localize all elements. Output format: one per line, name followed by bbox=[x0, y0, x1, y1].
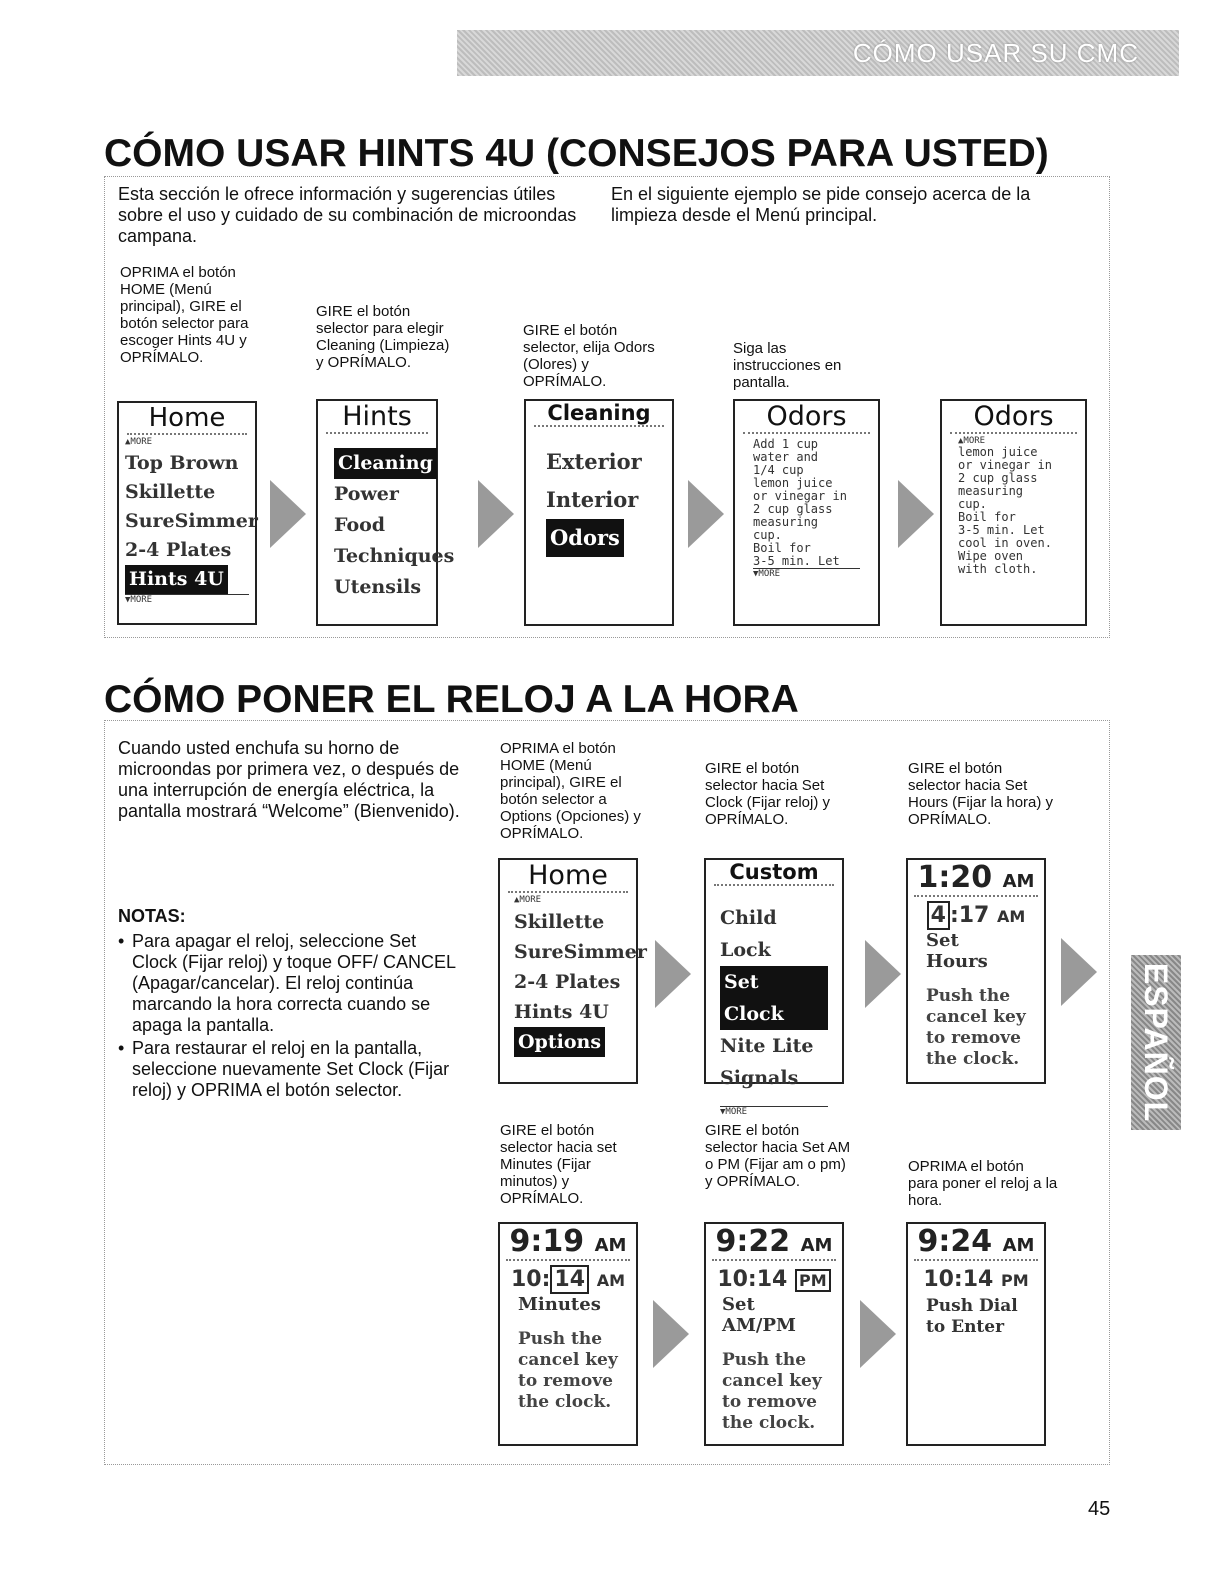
message-line: the clock. bbox=[722, 1413, 816, 1433]
more-down-label: ▼MORE bbox=[125, 594, 249, 605]
clock-time-display bbox=[712, 1224, 836, 1261]
screen-title: Home bbox=[508, 860, 628, 893]
hints-step-1: OPRIMA el botón HOME (Menú principal), GIRE el botón selector para escoger Hints 4U y OPRÍMALO. bbox=[120, 264, 249, 366]
clock-screen-set-ampm bbox=[704, 1222, 844, 1446]
clock-step-6: OPRIMA el botón para poner el reloj a la hora. bbox=[908, 1158, 1058, 1209]
clock-time: 1:20 bbox=[917, 860, 993, 895]
text-line: 3-5 min. Let bbox=[753, 554, 840, 568]
more-up-label: ▲MORE bbox=[958, 436, 986, 446]
arrow-right-icon bbox=[860, 1300, 896, 1368]
message-line: to remove bbox=[722, 1392, 817, 1412]
arrow-right-icon bbox=[653, 1300, 689, 1368]
message-line: Push the bbox=[518, 1329, 603, 1349]
clock-screen-set-minutes bbox=[498, 1222, 638, 1446]
ampm-field-selected: PM bbox=[795, 1269, 831, 1292]
hour-field: 10: bbox=[510, 1267, 551, 1292]
page-number: 45 bbox=[1088, 1498, 1111, 1520]
text-line: measuring bbox=[958, 484, 1024, 498]
screen-label: Set AM/PM bbox=[722, 1294, 796, 1336]
message-line: to remove bbox=[926, 1028, 1021, 1048]
menu-item-set-clock-selected: Set Clock bbox=[720, 966, 828, 1030]
minute-field: :17 bbox=[949, 903, 990, 928]
menu-item-hints-4u-selected: Hints 4U bbox=[125, 565, 228, 594]
hints-intro-right: En el siguiente ejemplo se pide consejo acerca de la limpieza desde el Menú principal. bbox=[611, 184, 1031, 225]
menu-item-hints-4u: Hints 4U bbox=[514, 1001, 609, 1023]
text-line: Boil for bbox=[958, 510, 1016, 524]
clock-screen-home bbox=[498, 858, 647, 1084]
menu-item-top-brown: Top Brown bbox=[125, 452, 239, 474]
ampm-field: PM bbox=[1001, 1271, 1029, 1290]
message-line: to Enter bbox=[926, 1317, 1005, 1337]
arrow-right-icon bbox=[655, 940, 691, 1008]
menu-item-child-lock: Child Lock bbox=[720, 907, 777, 961]
screen-title: Odors bbox=[743, 401, 870, 434]
message-line: Push the bbox=[722, 1350, 807, 1370]
text-line: 1/4 cup bbox=[753, 463, 804, 477]
message-line: cancel key bbox=[926, 1007, 1026, 1027]
clock-screen-confirm bbox=[906, 1222, 1046, 1446]
text-line: or vinegar in bbox=[958, 458, 1052, 472]
menu-item-techniques: Techniques bbox=[334, 545, 455, 567]
clock-intro: Cuando usted enchufa su horno de microondas por primera vez, o después de una interrupción de energía eléctrica, la pantalla mostrará “Welcome” (Bienvenido). bbox=[118, 738, 460, 821]
notes-title: NOTAS: bbox=[118, 906, 186, 926]
hour-minute-field: 10:14 bbox=[717, 1267, 788, 1292]
clock-step-3: GIRE el botón selector hacia Set Hours (Fijar la hora) y OPRÍMALO. bbox=[908, 760, 1054, 828]
text-line: 2 cup glass bbox=[753, 502, 833, 516]
clock-step-5: GIRE el botón selector hacia Set AM o PM (Fijar am o pm) y OPRÍMALO. bbox=[705, 1122, 851, 1190]
clock-ampm: AM bbox=[800, 1235, 833, 1256]
menu-item-options-selected: Options bbox=[514, 1027, 605, 1057]
notes-list bbox=[118, 931, 458, 1103]
hints-screen-odors-1 bbox=[733, 399, 880, 626]
text-line: with cloth. bbox=[958, 562, 1038, 576]
screen-title: Custom bbox=[714, 860, 834, 886]
clock-screen-set-hours bbox=[906, 858, 1046, 1084]
hints-intro-left: Esta sección le ofrece información y sugerencias útiles sobre el uso y cuidado de su combinación de microondas campana. bbox=[118, 184, 577, 246]
message-line: the clock. bbox=[518, 1392, 612, 1412]
hour-field-selected: 4 bbox=[927, 901, 950, 930]
message-line: the clock. bbox=[926, 1049, 1020, 1069]
text-line: or vinegar in bbox=[753, 489, 847, 503]
menu-item-signals: Signals bbox=[720, 1067, 799, 1089]
text-line: water and bbox=[753, 450, 819, 464]
clock-section-title: CÓMO PONER EL RELOJ A LA HORA bbox=[104, 678, 799, 721]
more-up-label: ▲MORE bbox=[125, 437, 153, 447]
menu-item-cleaning-selected: Cleaning bbox=[334, 448, 437, 479]
arrow-right-icon bbox=[478, 480, 514, 548]
text-line: Wipe oven bbox=[958, 549, 1024, 563]
clock-time-display bbox=[506, 1224, 630, 1261]
clock-step-1: OPRIMA el botón HOME (Menú principal), GIRE el botón selector a Options (Opciones) y OPRÍMALO. bbox=[500, 740, 641, 842]
menu-item-utensils: Utensils bbox=[334, 576, 422, 598]
screen-label: Minutes bbox=[518, 1294, 601, 1315]
clock-ampm: AM bbox=[1002, 1235, 1035, 1256]
menu-item-suresimmer: SureSimmer bbox=[125, 510, 258, 532]
clock-time-display bbox=[914, 1224, 1038, 1261]
screen-title: Hints bbox=[326, 401, 428, 434]
menu-item-interior: Interior bbox=[546, 487, 639, 512]
arrow-right-icon bbox=[865, 940, 901, 1008]
message-line: Push Dial bbox=[926, 1296, 1018, 1316]
more-down-label: ▼MORE bbox=[720, 1106, 828, 1117]
hints-screen-hints bbox=[316, 399, 455, 626]
clock-time: 9:22 bbox=[715, 1224, 791, 1259]
message-line: cancel key bbox=[722, 1371, 822, 1391]
menu-item-exterior: Exterior bbox=[546, 449, 642, 474]
hints-step-2: GIRE el botón selector para elegir Cleaning (Limpieza) y OPRÍMALO. bbox=[316, 303, 450, 371]
clock-ampm: AM bbox=[1002, 871, 1035, 892]
text-line: Boil for bbox=[753, 541, 811, 555]
arrow-right-icon bbox=[688, 480, 724, 548]
menu-item-suresimmer: SureSimmer bbox=[514, 941, 647, 963]
screen-title: Home bbox=[127, 403, 247, 435]
arrow-right-icon bbox=[898, 480, 934, 548]
clock-time: 9:24 bbox=[917, 1224, 993, 1259]
arrow-right-icon bbox=[1061, 938, 1097, 1006]
hints-screen-home bbox=[117, 401, 257, 625]
language-side-tab bbox=[1131, 955, 1181, 1130]
clock-time: 9:19 bbox=[509, 1224, 585, 1259]
message-line: Push the bbox=[926, 986, 1011, 1006]
text-line: lemon juice bbox=[753, 476, 833, 490]
hints-section-title: CÓMO USAR HINTS 4U (CONSEJOS PARA USTED) bbox=[104, 132, 1049, 175]
arrow-right-icon bbox=[270, 480, 306, 548]
text-line: lemon juice bbox=[958, 445, 1038, 459]
hints-step-3: GIRE el botón selector, elija Odors (Olores) y OPRÍMALO. bbox=[523, 322, 655, 390]
clock-time-display bbox=[914, 860, 1038, 897]
text-line: cup. bbox=[753, 528, 782, 542]
ampm-field: AM bbox=[596, 1271, 626, 1290]
header-banner-text: CÓMO USAR SU CMC bbox=[852, 37, 1139, 68]
hints-screen-odors-2 bbox=[940, 399, 1087, 626]
minute-field-selected: 14 bbox=[550, 1265, 589, 1294]
message-line: to remove bbox=[518, 1371, 613, 1391]
text-line: Add 1 cup bbox=[753, 437, 819, 451]
ampm-field: AM bbox=[997, 907, 1026, 926]
hints-step-4: Siga las instrucciones en pantalla. bbox=[733, 340, 842, 391]
message-line: cancel key bbox=[518, 1350, 618, 1370]
more-up-label: ▲MORE bbox=[514, 895, 542, 905]
screen-title: Odors bbox=[950, 401, 1077, 434]
text-line: cup. bbox=[958, 497, 987, 511]
text-line: measuring bbox=[753, 515, 819, 529]
more-down-label: ▼MORE bbox=[753, 568, 860, 579]
screen-label: Set Hours bbox=[926, 930, 988, 972]
clock-ampm: AM bbox=[594, 1235, 627, 1256]
hour-minute-field: 10:14 bbox=[923, 1267, 994, 1292]
language-side-tab-text: ESPAÑOL bbox=[1138, 962, 1175, 1123]
menu-item-food: Food bbox=[334, 514, 386, 536]
text-line: 2 cup glass bbox=[958, 471, 1038, 485]
screen-title: Cleaning bbox=[534, 401, 664, 427]
menu-item-skillette: Skillette bbox=[514, 911, 605, 933]
header-banner bbox=[457, 30, 1179, 76]
menu-item-power: Power bbox=[334, 483, 399, 505]
note-item: • Para apagar el reloj, seleccione Set Clock (Fijar reloj) y toque OFF/ CANCEL (Apagar/cancelar). El reloj continúa marcando la hora correcta cuando se apaga la pantalla. bbox=[118, 931, 458, 1036]
clock-step-2: GIRE el botón selector hacia Set Clock (Fijar reloj) y OPRÍMALO. bbox=[705, 760, 831, 828]
menu-item-skillette: Skillette bbox=[125, 481, 216, 503]
clock-screen-custom bbox=[704, 858, 844, 1117]
note-item: • Para restaurar el reloj en la pantalla, seleccione nuevamente Set Clock (Fijar reloj) y OPRIMA el botón selector. bbox=[118, 1038, 458, 1101]
hints-screen-cleaning bbox=[524, 399, 674, 626]
menu-item-2-4-plates: 2-4 Plates bbox=[514, 971, 621, 993]
menu-item-2-4-plates: 2-4 Plates bbox=[125, 539, 232, 561]
text-line: cool in oven. bbox=[958, 536, 1052, 550]
menu-item-odors-selected: Odors bbox=[546, 519, 624, 557]
text-line: 3-5 min. Let bbox=[958, 523, 1045, 537]
clock-step-4: GIRE el botón selector hacia set Minutes (Fijar minutos) y OPRÍMALO. bbox=[500, 1122, 617, 1207]
menu-item-nite-lite: Nite Lite bbox=[720, 1035, 814, 1057]
